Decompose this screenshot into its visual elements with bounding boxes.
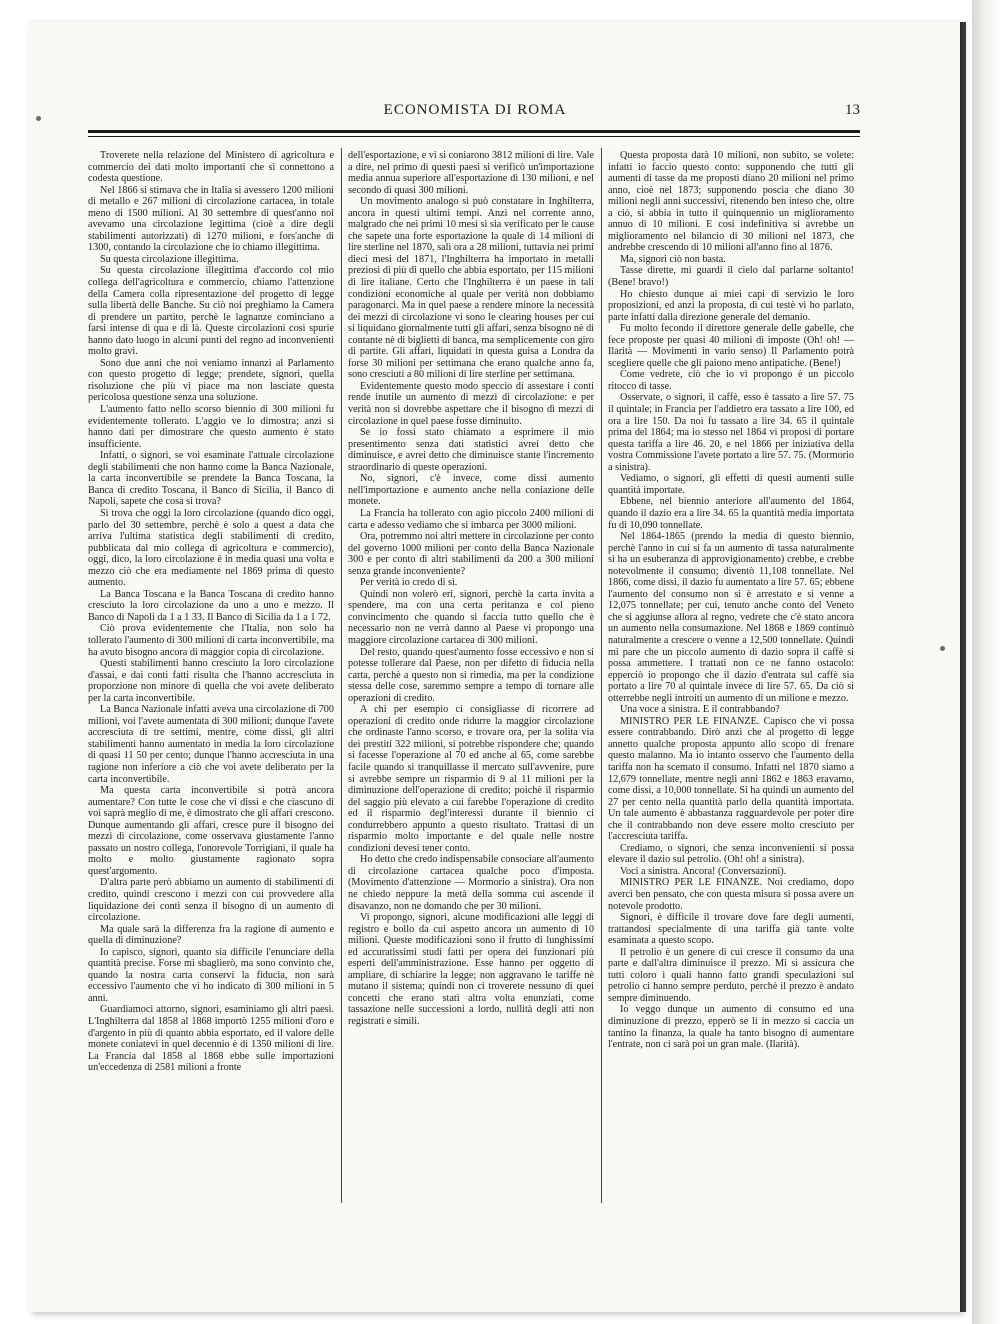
paragraph: Questa proposta darà 10 milioni, non subito, se volete: infatti io faccio questo conto: supponendo che tutti gli aumenti di tasse da me proposti diano 20 milioni nel primo anno, cioè nel 1873; supponendo poscia che diano 30 milioni negli anni successivi, ritenendo ben inteso che, oltre a ciò, si abbia in tutto il quinquennio un miglioramento annuo di 10 milioni. E così indefinitiva si avrebbe un miglioramento nel bilancio di 30 milioni nel 1873, che andrebbe crescendo di 10 milioni all'anno fino al 1876. <box>608 150 854 254</box>
paragraph: Nel 1864-1865 (prendo la media di questo biennio, perchè l'anno in cui si fa un aumento di tassa naturalmente si ha un esuberanza di approvigionamento) crebbe, e crebbe notevolmente il consumo; diventò 11,108 tonnellate. Nel 1866, come dissi, il dazio fu aumentato a lire 57. 65; ebbene l'aumento del consumo non si è arrestato e si venne a 12,075 tonnellate; per cui, tenuto anche conto del Veneto che si aggiunse allora al regno, vedrete che c'è stato ancora un aumento nella consumazione. Nel 1868 e 1869 continuò naturalmente a crescere o venne a 12,500 tonnellate. Quindi mi pare che un piccolo aumento di dazio sopra il caffè si possa ammettere. I trattati non ce ne fanno ostacolo: epperciò io propongo che il dazio d'entrata sul caffè sia portato a lire 70 al quintale invece di lire 57. 65. Da ciò si otterrebbe negli introiti un aumento di un milione e mezzo. <box>608 531 854 704</box>
binding-hole-mark <box>940 646 945 651</box>
paragraph: Fu molto fecondo il direttore generale delle gabelle, che fece proposte per quasi 40 milioni di imposte (Oh! oh! — Ilarità — Movimenti in vario senso) Il Parlamento potrà scegliere quelle che gli paiono meno antipatiche. (Bene!) <box>608 323 854 369</box>
paragraph: La Banca Toscana e la Banca Toscana di credito hanno cresciuto la loro circolazione da uno a uno e mezzo. Il Banco di Napoli da 1 a 1 33. Il Banco di Sicilia da 1 a 1 72. <box>88 588 334 623</box>
paragraph: dell'esportazione, e vi si coniarono 3812 milioni di lire. Vale a dire, nel primo di questi paesi si verificò un'importazione media annua superiore all'esportazione di 130 milioni, e nel secondo di quasi 300 milioni. <box>348 150 594 196</box>
paragraph: Ora, potremmo noi altri mettere in circolazione per conto del governo 1000 milioni per conto della Banca Nazionale 300 e per conto di altri stabilimenti da 200 a 300 milioni senza grande inconveniente? <box>348 531 594 577</box>
paragraph: Vediamo, o signori, gli effetti di questi aumenti sulle quantità importate. <box>608 473 854 496</box>
header-rule <box>88 130 860 133</box>
paragraph: D'altra parte però abbiamo un aumento di stabilimenti di credito, quindi crescono i mezzi con cui provvedere alla liquidazione dei conti senza il bisogno di un aumento di circolazione. <box>88 877 334 924</box>
paragraph: A chi per esempio ci consigliasse di ricorrere ad operazioni di credito onde ridurre la maggior circolazione che ordinaste l'anno scorso, e trovare ora, per la solita via dei prestiti 322 milioni, si potrebbe rispondere che; quando si facesse l'operazione al 70 ed anche al 65, come sarebbe facile quando si tranquillasse il mercato sull'avvenire, pure si avrebbe sempre un risparmio di 9 al 11 milioni per la diminuzione dell'operazione di credito; poichè il risparmio del saggio più elevato a cui farebbe l'operazione di credito ed il risparmio degl'interessi durante il biennio ci condurrebbero appunto a questo risultato. Trattasi di un risparmio molto importante e del quale nelle nostre condizioni devesi tener conto. <box>348 704 594 854</box>
text-column-1 <box>88 150 334 1230</box>
paragraph: Io veggo dunque un aumento di consumo ed una diminuzione di prezzo, epperò se li in mezzo si caccia un tantino la finanza, la quale ha tanto bisogno di aumentare l'entrate, non ci sarà poi un gran male. (Ilarità). <box>608 1004 854 1051</box>
paragraph: Ma questa carta inconvertibile si potrà ancora aumentare? Con tutte le cose che vi dissi e che ciascuno di voi saprà meglio di me, è dimostrato che gli affari crescono. Dunque aumentando gli affari, cresce pure il bisogno dei mezzi di circolazione, come osservava giustamente l'anno passato un nostro collega, l'onorevole Torrigiani, il quale ha molto e molto giustamente ragionato sopra quest'argomento. <box>88 785 334 877</box>
paragraph: Questi stabilimenti hanno cresciuto la loro circolazione d'assai, e dai conti fatti risulta che l'hanno accresciuta in proporzione non minore di quella che voi avete deliberato per la carta inconvertibile. <box>88 658 334 704</box>
paragraph: Per verità io credo di sì. <box>360 577 458 589</box>
page-number: 13 <box>845 102 860 118</box>
paragraph: Tasse dirette, mi guardi il cielo dal parlarne soltanto! (Bene! bravo!) <box>608 265 854 289</box>
paragraph: Su questa circolazione illegittima d'accordo col mio collega dell'agricoltura e commercio, chiamo l'attenzione della Camera colla ripresentazione del progetto di legge sulla libertà delle Banche. Su ciò noi preghiamo la Camera di prendere un partito, perchè le lagnanze cominciano a farsi intense di qua e di là. Queste circolazioni così spurie hanno dato luogo in alcuni punti del regno ad inconvenienti molto gravi. <box>88 265 334 358</box>
paragraph: Crediamo, o signori, che senza inconvenienti si possa elevare il dazio sul petrolio. (Oh! oh! a sinistra). <box>608 842 854 866</box>
page-spine-shadow <box>972 0 1001 1324</box>
paragraph: Nel 1866 si stimava che in Italia si avessero 1200 milioni di metallo e 267 milioni di circolazione cartacea, in totale meno di 1500 milioni. Al 30 settembre di quest'anno noi avevamo una circolazione legittima (cioè a dire degli stabilimenti autorizzati) di 1270 milioni, e fors'anche di 1300, contando la circolazione che io chiamo illegittima. <box>88 184 334 254</box>
paragraph: Se io fossi stato chiamato a esprimere il mio presentimento senza dati statistici avrei detto che diminuisce, e avrei detto che diminuisce stante l'incremento straordinario di queste operazioni. <box>348 427 594 473</box>
binding-hole-mark <box>36 116 41 121</box>
page-edge <box>962 22 966 1312</box>
paragraph: La Francia ha tollerato con agio piccolo 2400 milioni di carta e adesso vediamo che si imbarca per 3000 milioni. <box>348 507 594 531</box>
paragraph: Ebbene, nel biennio anteriore all'aumento del 1864, quando il dazio era a lire 34. 65 la quantità media importata fu di 10,090 tonnellate. <box>608 496 854 531</box>
paragraph: Ho detto che credo indispensabile consociare all'aumento di circolazione cartacea qualche poco d'imposta. (Movimento d'attenzione — Mormorio a sinistra). Ora non ne chiedo neppure la metà della somma cui ascende il disavanzo, non ne domando che per 30 milioni. <box>348 854 594 912</box>
text-column-2 <box>348 150 594 1230</box>
paragraph: Il petrolio è un genere di cui cresce il consumo da una parte e dall'altra diminuisce il prezzo. Mi si assicura che tutti coloro i quali hanno fatto grandi speculazioni sul petrolio ci hanno sempre perduto, perchè il prezzo è andato sempre diminuendo. <box>608 946 854 1004</box>
paragraph: Osservate, o signori, il caffè, esso è tassato a lire 57. 75 il quintale; in Francia per l'addietro era tassato a lire 100, ed ora a lire 150. Da noi fu tassato a lire 34. 65 il quintale prima del 1864; ma io stesso nel 1864 vi proposi di portare questa tariffa a lire 46. 20, e nel 1866 per iniziativa della vostra Commissione l'avete portato a lire 57. 75. (Mormorio a sinistra). <box>608 392 854 473</box>
paragraph: Ma, signori ciò non basta. <box>620 253 726 265</box>
paragraph: Io capisco, signori, quanto sia difficile l'enunciare della quantità precise. Forse mi sbaglierò, ma sono convinto che, quando la nostra carta conservi la fiducia, non sarà eccessivo l'aumento che vi ho indicato di 300 milioni in 5 anni. <box>88 946 334 1004</box>
paragraph: Signori, è difficile il trovare dove fare degli aumenti, trattandosi specialmente di una tariffa già tante volte esaminata a questo scopo. <box>608 912 854 947</box>
paragraph: L'aumento fatto nello scorso biennio di 300 milioni fu evidentemente tollerato. L'aggio ve lo dimostra; anzi si hanno dati per dimostrare che questo aumento è stato insufficiente. <box>88 404 334 450</box>
paragraph: Ma quale sarà la differenza fra la ragione di aumento e quella di diminuzione? <box>88 923 334 947</box>
page-header <box>90 102 860 124</box>
running-title: ECONOMISTA DI ROMA <box>383 102 567 118</box>
paragraph: Ho chiesto dunque ai miei capi di servizio le loro proposizioni, ed anzi la proposta, di cui testè vi ho parlato, parte infatti dalla direzione generale del demanio. <box>608 288 854 323</box>
paragraph: Vi propongo, signori, alcune modificazioni alle leggi di registro e bollo da cui aspetto ancora un aumento di 10 milioni. Queste modificazioni sono il frutto di lunghissimi ed accuratissimi studi fatti per opera dei funzionari più esperti dell'amministrazione. Esse hanno per oggetto di ampliare, di schiarire la legge; non aggravano le tariffe nè mutano il sistema; quindi non ci troverete nessuno di quei concetti che erano stati altra volta enunziati, come tassazione nelle successioni a lordo, nullità degli atti non registrati e simili. <box>348 912 594 1028</box>
paragraph: MINISTRO PER LE FINANZE. Noi crediamo, dopo averci ben pensato, che con questa misura si possa avere un notevole prodotto. <box>608 877 854 912</box>
column-divider <box>601 148 602 1203</box>
paragraph: Del resto, quando quest'aumento fosse eccessivo e non si potesse tollerare dal Paese, non per difetto di fiducia nella carta, perchè a questo non si rimedia, ma per la condizione stessa delle cose, saremmo sempre a tempo di tornare alle operazioni di credito. <box>348 646 594 704</box>
paragraph: Infatti, o signori, se voi esaminate l'attuale circolazione degli stabilimenti che non hanno come la Banca Nazionale, la carta inconvertibile se prendete la Banca Toscana, la Banca di credito Toscana, il Banco di Sicilia, il Banco di Napoli, sapete che cosa si trova? <box>88 450 334 508</box>
paragraph: Guardiamoci attorno, signori, esaminiamo gli altri paesi. L'Inghilterra dal 1858 al 1868 importò 1255 milioni d'oro e d'argento in più di quanto abbia esportato, ed il valore delle monete coniatevi in quel decennio è di 1350 milioni di lire. La Francia dal 1858 al 1868 ebbe sulle importazioni un'eccedenza di 2581 milioni a fronte <box>88 1004 334 1074</box>
header-rule-thin <box>88 136 860 137</box>
paragraph: Voci a sinistra. Ancora! (Conversazioni). <box>620 865 787 877</box>
paragraph: Un movimento analogo si può constatare in Inghilterra, ancora in questi ultimi tempi. Anzi nel corrente anno, malgrado che nei primi 10 mesi si sia verificato per le cause che sapete una forte esportazione la quale di 14 milioni di lire sterline nel 1870, salì ora a 28 milioni, tuttavia nei primi dieci mesi del 1871, l'Inghilterra ha importato in metalli preziosi di più di quello che abbia esportato, per 115 milioni di lire italiane. Certo che l'Inghilterra è un paese in tali condizioni economiche al quale per verità non dobbiamo paragonarci. Ma in quel paese a rendere minore la necessità dei mezzi di circolazione vi sono le clearing houses per cui si liquidano giornalmente tutti gli affari, senza bisogno nè di contante nè di biglietti di banca, ma semplicemente con giro di partite. Gli affari, liquidati in questa guisa a Londra da forse 30 milioni per settimana che erano qualche anno fa, sono cresciuti a 80 milioni di lire sterline per settimana. <box>348 196 594 381</box>
paragraph: Su questa circolazione illegittima. <box>100 253 239 265</box>
paragraph: Evidentemente questo modo speccio di assestare i conti rende inutile un aumento di mezzi di circolazione: e per verità non si dovrebbe aspettare che il bisogno di mezzi di circolazione in quel paese fosse diminuito. <box>348 380 594 427</box>
paragraph: Come vedrete, ciò che io vi propongo è un piccolo ritocco di tasse. <box>608 369 854 392</box>
text-column-3 <box>608 150 854 1230</box>
paragraph: Troverete nella relazione del Ministero di agricoltura e commercio dei dati molto importanti che si connettono a codesta questione. <box>88 150 334 185</box>
paragraph: Una voce a sinistra. E il contrabbando? <box>620 704 780 716</box>
column-divider <box>341 148 342 1203</box>
paragraph: Si trova che oggi la loro circolazione (quando dico oggi, parlo del 30 settembre, perchè è solo a quest a data che arriva l'ultima statistica degli stabilimenti di credito, pubblicata dal mio collega di agricoltura e commercio), oggi, dico, la loro circolazione è in media quasi una volta e mezzo ciò che era mediamente nel 1869 prima di questo aumento. <box>88 507 334 589</box>
paragraph: Sono due anni che noi veniamo innanzi al Parlamento con questo progetto di legge; prendete, signori, quella risoluzione che più vi piace ma non lasciate questa pericolosa questione senza una soluzione. <box>88 357 334 404</box>
paragraph: Quindi non volerò eri, signori, perchè la carta invita a spendere, ma con una certa peritanza e col pieno convincimento che quando si faccia tutto quello che è necessario non ne verrà danno al Paese vi propongo una maggiore circolazione cartacea di 300 milioni. <box>348 588 594 646</box>
paragraph: MINISTRO PER LE FINANZE. Capisco che vi possa essere contrabbando. Dirò anzi che al progetto di legge annetto qualche proposta appunto allo scopo di frenare questo malanno. Ma io intanto osservo che l'aumento della tariffa non ha scemato il consumo. Infatti nel 1870 siamo a 12,679 tonnellate, mentre negli anni 1862 e 1863 eravamo, come dissi, a 10,000 tonnellate. Si ha quindi un aumento del 27 per cento nella quantità parlo della quantità importata. Un tale aumento è abbastanza ragguardevole per poter dire che il contrabbando non deve essere molto cresciuto per l'accresciuta tariffa. <box>608 715 854 843</box>
paragraph: No, signori, c'è invece, come dissi aumento nell'importazione e aumento anche nella coniazione delle monete. <box>348 473 594 508</box>
paragraph: Ciò prova evidentemente che l'Italia, non solo ha tollerato l'aumento di 300 milioni di carta inconvertibile, ma ha avuto bisogno ancora di maggior copia di circolazione. <box>88 623 334 658</box>
paragraph: La Banca Nazionale infatti aveva una circolazione di 700 milioni, voi l'avete aumentata di 300 milioni; dunque l'avete accresciuta di tre settimi, mentre, come dissi, gli altri stabilimenti hanno aumentato in media la loro circolazione di quasi 11 50 per cento; dunque l'hanno accresciuta in una ragione non inferiore a ciò che voi avete deliberato per la carta inconvertibile. <box>88 704 334 785</box>
